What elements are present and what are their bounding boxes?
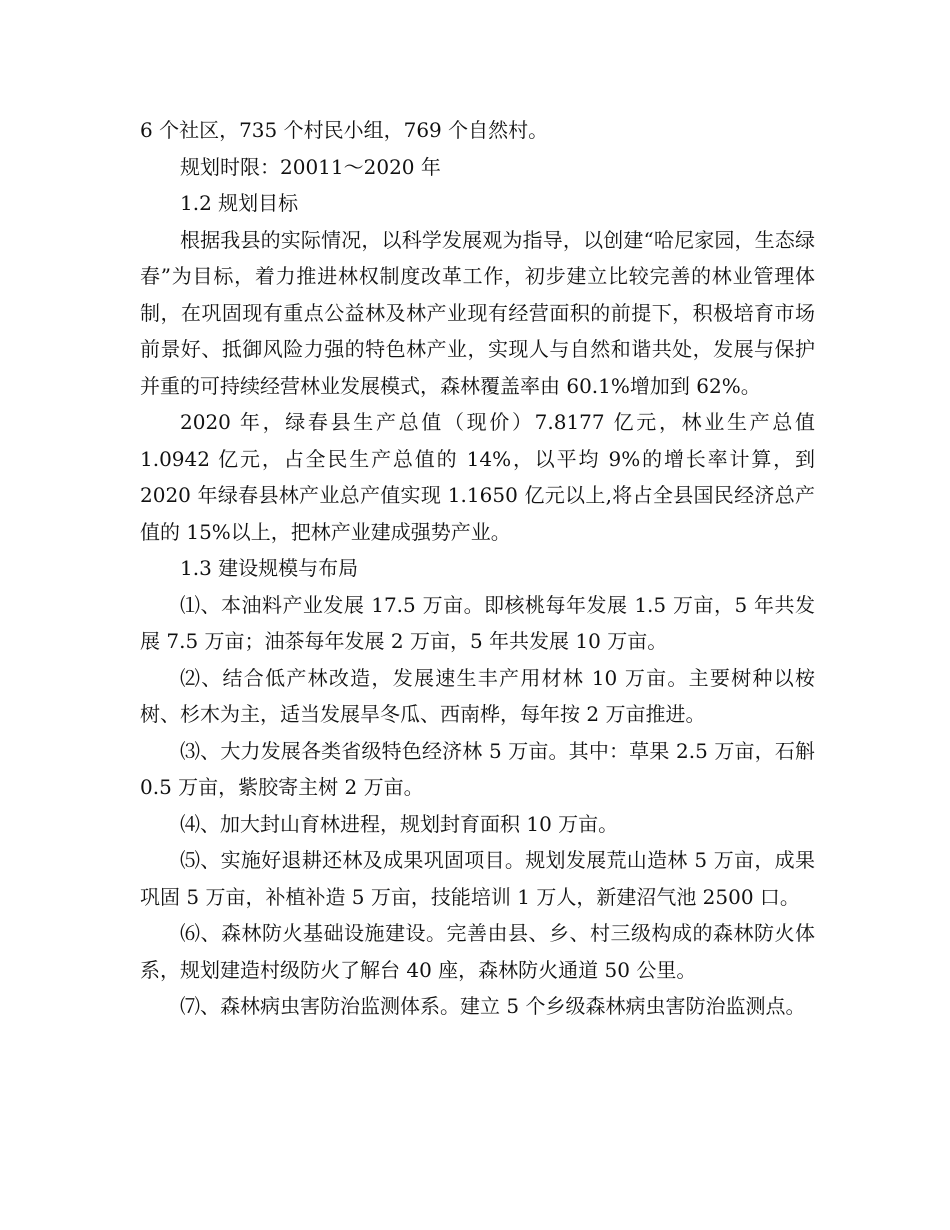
paragraph-goals: 根据我县的实际情况，以科学发展观为指导，以创建“哈尼家园，生态绿春”为目标，着力推进林权制度改革工作，初步建立比较完善的林业管理体制，在巩固现有重点公益林及林产业现有经营面积的前提下，积极培育市场前景好、抵御风险力强的特色林产业，实现人与自然和谐共处，发展与保护并重的可持续经营林业发展模式，森林覆盖率由 60.1%增加到 62%。 (140, 227, 815, 398)
list-item-mountain-closure: ⑷、加大封山育林进程，规划封育面积 10 万亩。 (180, 811, 619, 836)
list-item-economic-forest: ⑶、大力发展各类省级特色经济林 5 万亩。其中：草果 2.5 万亩，石斛 0.5 万亩，紫胶寄主树 2 万亩。 (140, 738, 815, 799)
list-item-reforestation: ⑸、实施好退耕还林及成果巩固项目。规划发展荒山造林 5 万亩，成果巩固 5 万亩，补植补造 5 万亩，技能培训 1 万人，新建沼气池 2500 口。 (140, 848, 815, 909)
section-heading-planning-goals: 1.2 规划目标 (180, 191, 299, 215)
list-item-oil-industry: ⑴、本油料产业发展 17.5 万亩。即核桃每年发展 1.5 万亩，5 年共发展 7.5 万亩；油茶每年发展 2 万亩，5 年共发展 10 万亩。 (140, 592, 815, 653)
paragraph-planning-period: 规划时限：20011～2020 年 (180, 154, 441, 179)
paragraph-community-count: 6 个社区，735 个村民小组，769 个自然村。 (140, 118, 549, 142)
document-body (140, 112, 815, 1025)
paragraph-economy: 2020 年，绿春县生产总值（现价）7.8177 亿元，林业生产总值 1.0942 亿元，占全民生产总值的 14%，以平均 9%的增长率计算，到 2020 年绿春县林产业总产值实现 1.1650 亿元以上,将占全县国民经济总产值的 15%以上，把林产业建成强势产业。 (140, 410, 815, 544)
list-item-fire-prevention: ⑹、森林防火基础设施建设。完善由县、乡、村三级构成的森林防火体系，规划建造村级防火了解台 40 座，森林防火通道 50 公里。 (140, 921, 815, 982)
list-item-timber-forest: ⑵、结合低产林改造，发展速生丰产用材林 10 万亩。主要树种以桉树、杉木为主，适当发展旱冬瓜、西南桦，每年按 2 万亩推进。 (140, 665, 815, 726)
list-item-pest-monitoring: ⑺、森林病虫害防治监测体系。建立 5 个乡级森林病虫害防治监测点。 (180, 994, 806, 1018)
section-heading-scale-layout: 1.3 建设规模与布局 (180, 556, 359, 580)
